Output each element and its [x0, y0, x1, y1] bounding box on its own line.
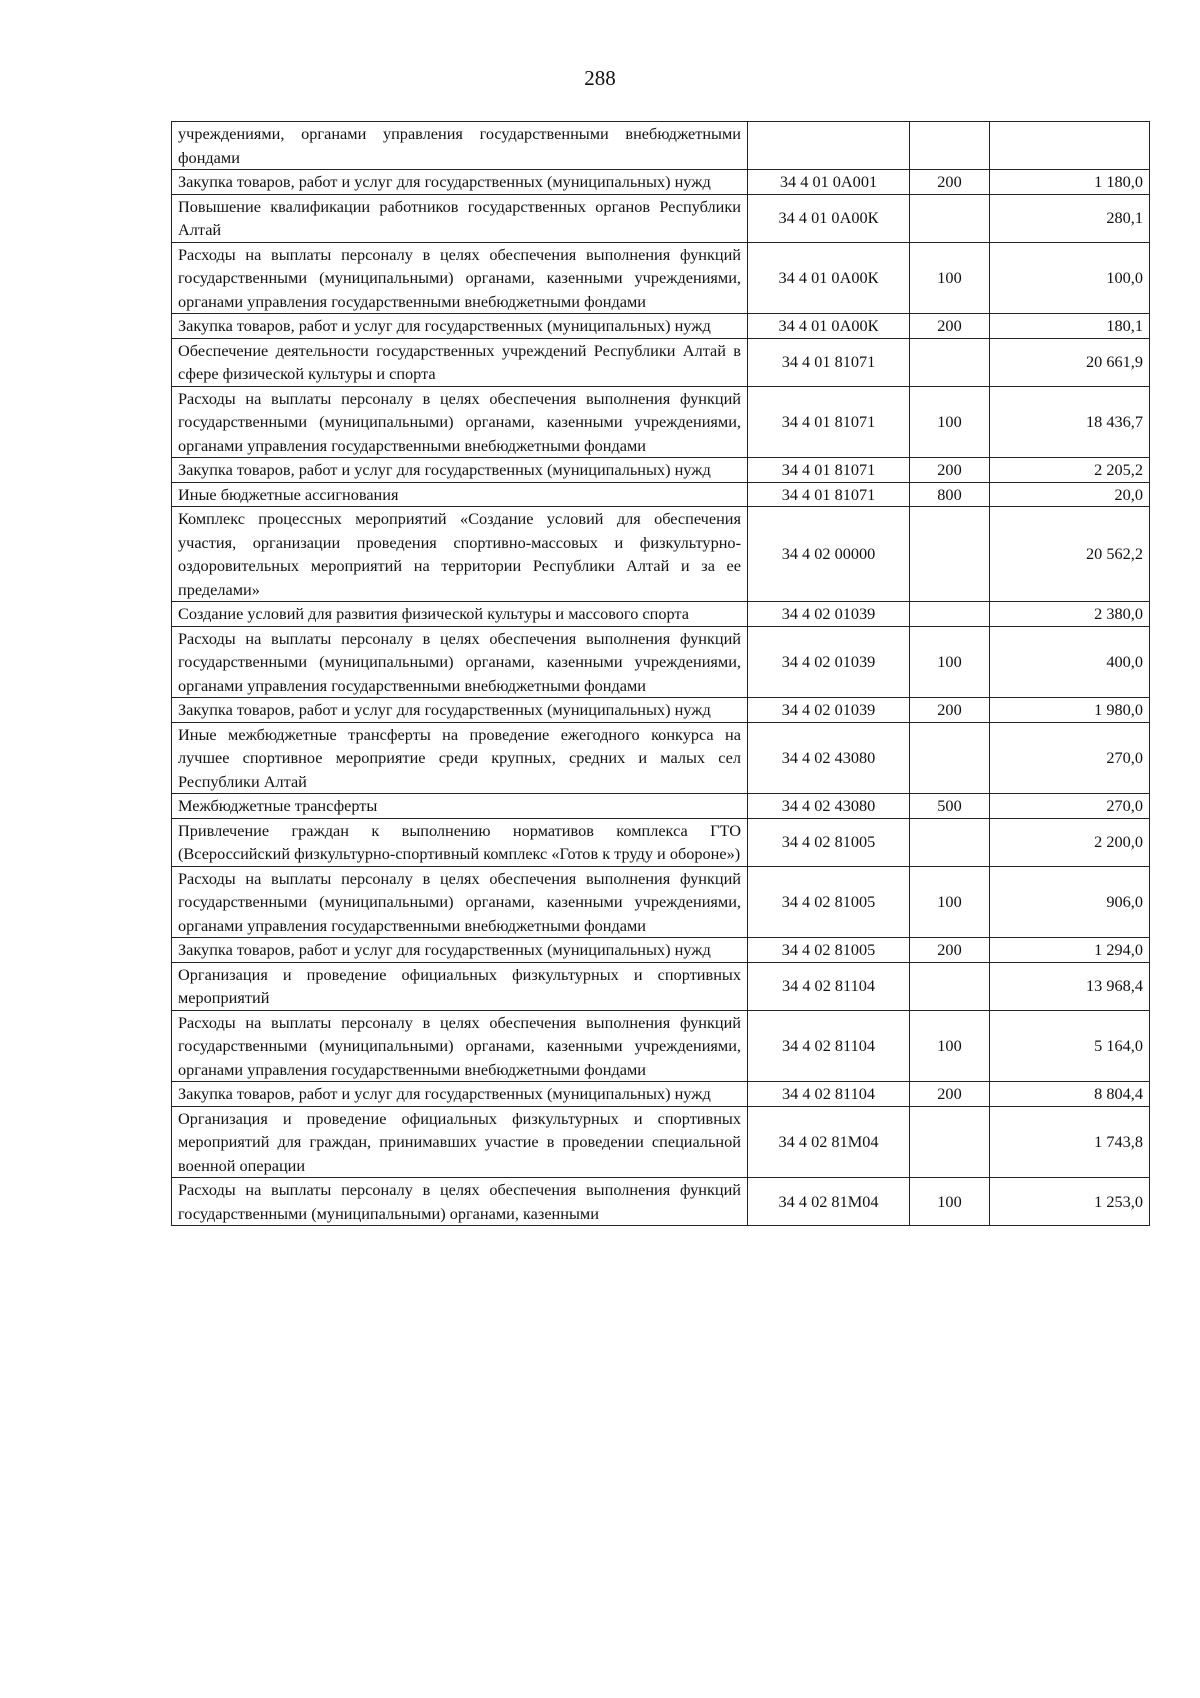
table-row — [172, 314, 1150, 339]
row-type — [910, 722, 990, 794]
row-name: Закупка товаров, работ и услуг для государственных (муниципальных) нужд — [172, 698, 748, 723]
row-type: 200 — [910, 1082, 990, 1107]
row-code: 34 4 02 81М04 — [748, 1106, 910, 1178]
row-code: 34 4 01 81071 — [748, 482, 910, 507]
row-amount: 270,0 — [990, 794, 1150, 819]
row-name: Закупка товаров, работ и услуг для государственных (муниципальных) нужд — [172, 170, 748, 195]
row-name: Закупка товаров, работ и услуг для государственных (муниципальных) нужд — [172, 314, 748, 339]
row-type — [910, 122, 990, 170]
row-code: 34 4 02 43080 — [748, 794, 910, 819]
row-type: 100 — [910, 386, 990, 458]
row-name: учреждениями, органами управления государственными внебюджетными фондами — [172, 122, 748, 170]
row-code: 34 4 01 0А00К — [748, 314, 910, 339]
row-code: 34 4 01 81071 — [748, 338, 910, 386]
row-name: Межбюджетные трансферты — [172, 794, 748, 819]
row-code: 34 4 02 81М04 — [748, 1178, 910, 1226]
row-type: 500 — [910, 794, 990, 819]
row-amount: 1 743,8 — [990, 1106, 1150, 1178]
table-row — [172, 386, 1150, 458]
row-name: Расходы на выплаты персоналу в целях обеспечения выполнения функций государственными (муниципальными) органами, казенными учреждениями, органами управления государственными внебюджетными фондами — [172, 386, 748, 458]
row-amount: 270,0 — [990, 722, 1150, 794]
table-row — [172, 194, 1150, 242]
row-code: 34 4 02 43080 — [748, 722, 910, 794]
row-code: 34 4 02 00000 — [748, 507, 910, 602]
row-amount: 2 380,0 — [990, 602, 1150, 627]
row-name: Обеспечение деятельности государственных учреждений Республики Алтай в сфере физической культуры и спорта — [172, 338, 748, 386]
row-name: Иные межбюджетные трансферты на проведение ежегодного конкурса на лучшее спортивное мероприятие среди крупных, средних и малых сел Республики Алтай — [172, 722, 748, 794]
row-code: 34 4 02 81005 — [748, 866, 910, 938]
budget-table — [171, 121, 1150, 1226]
row-amount: 2 205,2 — [990, 458, 1150, 483]
table-row — [172, 818, 1150, 866]
table-row — [172, 338, 1150, 386]
row-amount: 13 968,4 — [990, 962, 1150, 1010]
row-amount: 20,0 — [990, 482, 1150, 507]
row-type: 200 — [910, 314, 990, 339]
table-row — [172, 698, 1150, 723]
row-type: 100 — [910, 866, 990, 938]
row-name: Иные бюджетные ассигнования — [172, 482, 748, 507]
table-row — [172, 122, 1150, 170]
row-amount: 180,1 — [990, 314, 1150, 339]
row-amount: 20 562,2 — [990, 507, 1150, 602]
row-type — [910, 818, 990, 866]
row-type — [910, 1106, 990, 1178]
table-row — [172, 866, 1150, 938]
row-code: 34 4 01 0А00К — [748, 194, 910, 242]
row-amount: 20 661,9 — [990, 338, 1150, 386]
row-code: 34 4 02 81104 — [748, 1082, 910, 1107]
row-code: 34 4 01 0А001 — [748, 170, 910, 195]
table-row — [172, 1178, 1150, 1226]
row-type: 200 — [910, 698, 990, 723]
table-row — [172, 722, 1150, 794]
row-name: Закупка товаров, работ и услуг для государственных (муниципальных) нужд — [172, 458, 748, 483]
table-row — [172, 482, 1150, 507]
row-amount: 2 200,0 — [990, 818, 1150, 866]
row-type — [910, 194, 990, 242]
table-row — [172, 1082, 1150, 1107]
row-code: 34 4 01 81071 — [748, 458, 910, 483]
row-code: 34 4 02 81104 — [748, 1010, 910, 1082]
table-row — [172, 962, 1150, 1010]
row-code: 34 4 02 01039 — [748, 698, 910, 723]
row-name: Закупка товаров, работ и услуг для государственных (муниципальных) нужд — [172, 938, 748, 963]
row-name: Организация и проведение официальных физкультурных и спортивных мероприятий — [172, 962, 748, 1010]
row-name: Комплекс процессных мероприятий «Создание условий для обеспечения участия, организации проведения спортивно-массовых и физкультурно-оздоровительных мероприятий на территории Республики Алтай и за ее пределами» — [172, 507, 748, 602]
row-amount: 280,1 — [990, 194, 1150, 242]
table-row — [172, 794, 1150, 819]
row-name: Расходы на выплаты персоналу в целях обеспечения выполнения функций государственными (муниципальными) органами, казенными учреждениями, органами управления государственными внебюджетными фондами — [172, 626, 748, 698]
row-amount: 400,0 — [990, 626, 1150, 698]
row-code: 34 4 02 81005 — [748, 818, 910, 866]
row-amount: 1 980,0 — [990, 698, 1150, 723]
row-type: 100 — [910, 1178, 990, 1226]
row-amount: 1 180,0 — [990, 170, 1150, 195]
table-row — [172, 242, 1150, 314]
row-name: Расходы на выплаты персоналу в целях обеспечения выполнения функций государственными (муниципальными) органами, казенными учреждениями, органами управления государственными внебюджетными фондами — [172, 1010, 748, 1082]
row-code: 34 4 02 81104 — [748, 962, 910, 1010]
row-type: 200 — [910, 938, 990, 963]
table-row — [172, 170, 1150, 195]
table-row — [172, 626, 1150, 698]
row-code: 34 4 01 81071 — [748, 386, 910, 458]
row-amount: 906,0 — [990, 866, 1150, 938]
row-type: 100 — [910, 1010, 990, 1082]
row-code: 34 4 01 0А00К — [748, 242, 910, 314]
table-row — [172, 1010, 1150, 1082]
row-name: Создание условий для развития физической культуры и массового спорта — [172, 602, 748, 627]
row-type — [910, 602, 990, 627]
row-amount: 100,0 — [990, 242, 1150, 314]
row-amount — [990, 122, 1150, 170]
row-type: 200 — [910, 170, 990, 195]
row-code — [748, 122, 910, 170]
row-code: 34 4 02 01039 — [748, 602, 910, 627]
row-type: 100 — [910, 242, 990, 314]
row-amount: 5 164,0 — [990, 1010, 1150, 1082]
row-name: Расходы на выплаты персоналу в целях обеспечения выполнения функций государственными (муниципальными) органами, казенными учреждениями, органами управления государственными внебюджетными фондами — [172, 866, 748, 938]
row-name: Расходы на выплаты персоналу в целях обеспечения выполнения функций государственными (муниципальными) органами, казенными — [172, 1178, 748, 1226]
row-amount: 1 253,0 — [990, 1178, 1150, 1226]
row-type — [910, 338, 990, 386]
table-row — [172, 1106, 1150, 1178]
row-type — [910, 962, 990, 1010]
row-code: 34 4 02 81005 — [748, 938, 910, 963]
table-row — [172, 938, 1150, 963]
row-name: Организация и проведение официальных физкультурных и спортивных мероприятий для граждан, принимавших участие в проведении специальной военной операции — [172, 1106, 748, 1178]
row-type — [910, 507, 990, 602]
row-name: Привлечение граждан к выполнению нормативов комплекса ГТО (Всероссийский физкультурно-спортивный комплекс «Готов к труду и обороне») — [172, 818, 748, 866]
row-type: 800 — [910, 482, 990, 507]
table-row — [172, 602, 1150, 627]
page-number: 288 — [584, 66, 616, 90]
row-name: Расходы на выплаты персоналу в целях обеспечения выполнения функций государственными (муниципальными) органами, казенными учреждениями, органами управления государственными внебюджетными фондами — [172, 242, 748, 314]
row-name: Повышение квалификации работников государственных органов Республики Алтай — [172, 194, 748, 242]
row-amount: 18 436,7 — [990, 386, 1150, 458]
table-row — [172, 458, 1150, 483]
row-code: 34 4 02 01039 — [748, 626, 910, 698]
row-amount: 1 294,0 — [990, 938, 1150, 963]
row-type: 200 — [910, 458, 990, 483]
row-name: Закупка товаров, работ и услуг для государственных (муниципальных) нужд — [172, 1082, 748, 1107]
table-row — [172, 507, 1150, 602]
row-type: 100 — [910, 626, 990, 698]
row-amount: 8 804,4 — [990, 1082, 1150, 1107]
